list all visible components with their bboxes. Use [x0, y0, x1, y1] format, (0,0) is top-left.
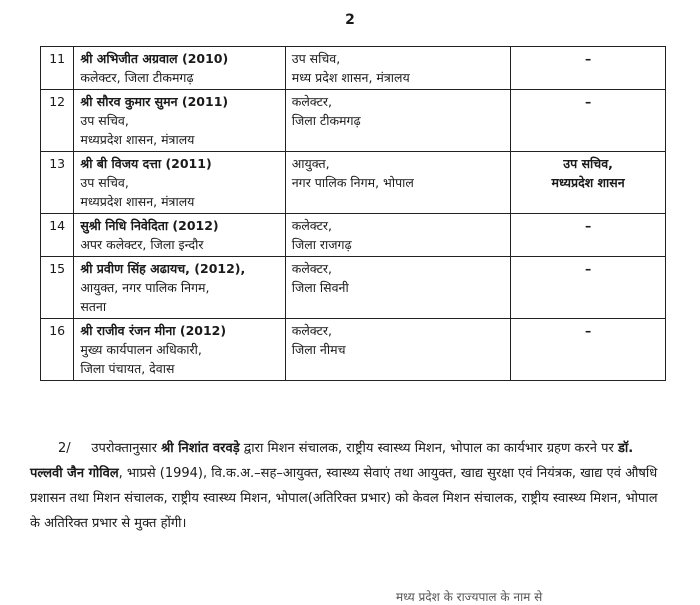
current-posting-line: सतना	[80, 299, 107, 314]
officer-cell	[74, 47, 285, 90]
current-posting-line: मध्यप्रदेश शासन, मंत्रालय	[80, 194, 195, 209]
new-posting-line: जिला टीकमगढ़	[291, 113, 361, 128]
paragraph-marker: 2/	[58, 441, 71, 456]
new-posting-line: नगर पालिक निगम, भोपाल	[291, 175, 414, 190]
additional-charge-cell	[511, 90, 666, 152]
new-posting-line: मध्य प्रदेश शासन, मंत्रालय	[291, 70, 410, 85]
additional-charge-cell	[511, 257, 666, 319]
row-number: 15	[41, 257, 74, 319]
current-posting-line: उप सचिव,	[80, 113, 129, 128]
additional-charge-line: उप सचिव,	[563, 156, 613, 171]
new-posting-cell	[285, 47, 511, 90]
paragraph-text-2: द्वारा मिशन संचालक, राष्ट्रीय स्वास्थ्य मिशन, भोपाल का कार्यभार ग्रहण करने पर	[243, 441, 614, 456]
table-row	[41, 214, 666, 257]
new-posting-line: आयुक्त,	[291, 156, 330, 171]
page-number: 2	[345, 12, 355, 28]
table-row	[41, 257, 666, 319]
new-posting-cell	[285, 319, 511, 381]
new-posting-line: उप सचिव,	[291, 51, 341, 66]
new-posting-line: कलेक्टर,	[291, 218, 332, 233]
officer-name: श्री अभिजीत अग्रवाल (2010)	[80, 51, 229, 66]
dash-mark: –	[584, 323, 592, 338]
table-row	[41, 319, 666, 381]
new-posting-cell	[285, 257, 511, 319]
current-posting-line: कलेक्टर, जिला टीकमगढ़	[80, 70, 194, 85]
signature-line: मध्य प्रदेश के राज्यपाल के नाम से	[396, 590, 543, 604]
transfer-table-body	[41, 47, 666, 381]
additional-charge-cell	[511, 319, 666, 381]
row-number: 16	[41, 319, 74, 381]
officer-cell	[74, 257, 285, 319]
order-paragraph	[30, 436, 670, 536]
new-posting-cell	[285, 90, 511, 152]
additional-charge-cell	[511, 47, 666, 90]
new-posting-cell	[285, 152, 511, 214]
officer-name-2: डॉ. पल्लवी जैन गोविल	[30, 441, 634, 481]
dash-mark: –	[584, 94, 592, 109]
dash-mark: –	[584, 261, 592, 276]
officer-name: श्री प्रवीण सिंह अढायच, (2012),	[80, 261, 246, 276]
current-posting-line: मध्यप्रदेश शासन, मंत्रालय	[80, 132, 195, 147]
dash-mark: –	[584, 218, 592, 233]
new-posting-cell	[285, 214, 511, 257]
new-posting-line: जिला नीमच	[291, 342, 346, 357]
row-number: 11	[41, 47, 74, 90]
additional-charge-cell	[511, 214, 666, 257]
officer-cell	[74, 319, 285, 381]
additional-charge-line: मध्यप्रदेश शासन	[551, 175, 625, 190]
current-posting-line: मुख्य कार्यपालन अधिकारी,	[80, 342, 202, 357]
row-number: 14	[41, 214, 74, 257]
new-posting-line: कलेक्टर,	[291, 323, 332, 338]
paragraph-text-1: उपरोक्तानुसार	[91, 441, 157, 456]
row-number: 13	[41, 152, 74, 214]
transfer-table	[40, 46, 666, 381]
officer-name: श्री सौरव कुमार सुमन (2011)	[80, 94, 229, 109]
current-posting-line: जिला पंचायत, देवास	[80, 361, 175, 376]
dash-mark: –	[584, 51, 592, 66]
new-posting-line: जिला राजगढ़	[291, 237, 352, 252]
new-posting-line: कलेक्टर,	[291, 94, 332, 109]
officer-name-1: श्री निशांत वरवड़े	[161, 441, 240, 456]
officer-name: सुश्री निधि निवेदिता (2012)	[80, 218, 219, 233]
current-posting-line: अपर कलेक्टर, जिला इन्दौर	[80, 237, 204, 252]
row-number: 12	[41, 90, 74, 152]
officer-cell	[74, 152, 285, 214]
additional-charge-cell	[511, 152, 666, 214]
officer-cell	[74, 90, 285, 152]
officer-name: श्री बी विजय दत्ता (2011)	[80, 156, 212, 171]
table-row	[41, 47, 666, 90]
officer-cell	[74, 214, 285, 257]
paragraph-text-3: , भाप्रसे (1994), वि.क.अ.–सह–आयुक्त, स्वास्थ्य सेवाएं तथा आयुक्त, खाद्य सुरक्षा एवं नियंत्रक, खाद्य एवं औषधि प्रशासन तथा मिशन संचालक, राष्ट्रीय स्वास्थ्य मिशन, भोपाल(अतिरिक्त प्रभार) को केवल मिशन संचालक, राष्ट्रीय स्वास्थ्य मिशन, भोपाल के अतिरिक्त प्रभार से मुक्त होंगी।	[30, 466, 658, 531]
table-row	[41, 90, 666, 152]
new-posting-line: जिला सिवनी	[291, 280, 349, 295]
table-row	[41, 152, 666, 214]
new-posting-line: कलेक्टर,	[291, 261, 332, 276]
current-posting-line: आयुक्त, नगर पालिक निगम,	[80, 280, 210, 295]
current-posting-line: उप सचिव,	[80, 175, 129, 190]
officer-name: श्री राजीव रंजन मीना (2012)	[80, 323, 227, 338]
